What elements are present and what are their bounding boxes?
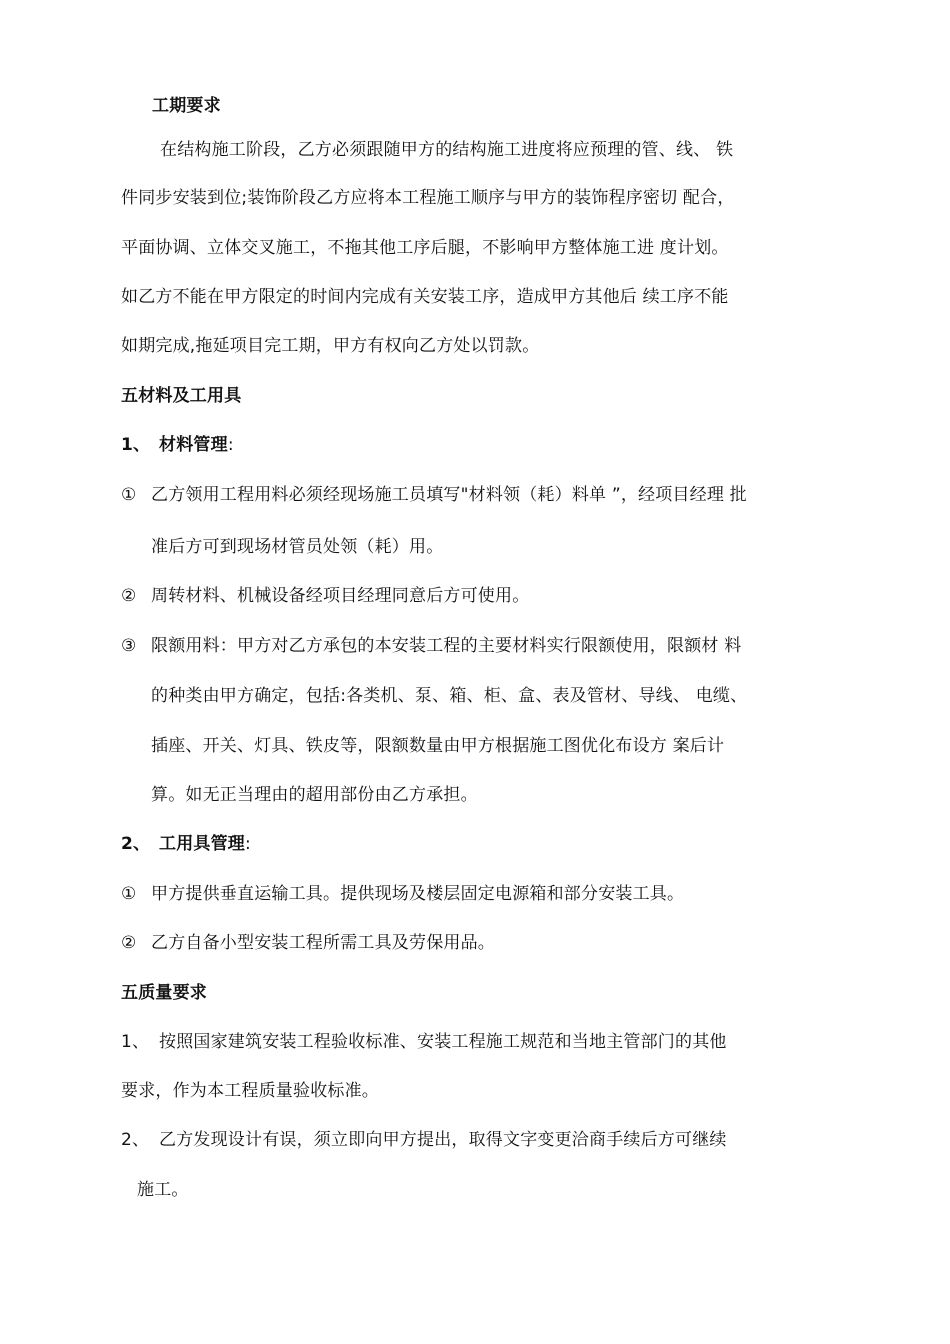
quality-item-1-number: 1、	[121, 1032, 150, 1052]
schedule-line-4: 如乙方不能在甲方限定的时间内完成有关安装工序，造成甲方其他后 续工序不能	[121, 287, 729, 307]
schedule-line-2: 件同步安装到位;装饰阶段乙方应将本工程施工顺序与甲方的装饰程序密切 配合，	[121, 188, 735, 208]
quality-item-2-line-1: 乙方发现设计有误，须立即向甲方提出，取得文字变更洽商手续后方可继续	[159, 1130, 727, 1150]
materials-heading: 五材料及工用具	[121, 386, 242, 406]
tool-item-2	[121, 931, 495, 955]
tools-mgmt-number: 2、	[121, 834, 151, 854]
circled-2: ②	[121, 933, 137, 953]
tools-mgmt-heading	[121, 832, 251, 856]
material-item-1	[121, 483, 747, 507]
material-item-3-line-1: 限额用料：甲方对乙方承包的本安装工程的主要材料实行限额使用，限额材 料	[151, 636, 742, 656]
tools-mgmt-title: 工用具管理	[159, 834, 245, 854]
materials-mgmt-title: 材料管理	[159, 435, 228, 455]
tool-item-1-text: 甲方提供垂直运输工具。提供现场及楼层固定电源箱和部分安装工具。	[151, 884, 685, 904]
quality-item-1	[121, 1030, 727, 1054]
quality-item-2-line-2: 施工。	[137, 1180, 189, 1200]
circled-1: ①	[121, 884, 137, 904]
circled-2: ②	[121, 586, 137, 606]
material-item-3-line-3: 插座、开关、灯具、铁皮等，限额数量由甲方根据施工图优化布设方 案后计	[151, 736, 725, 756]
quality-item-2-number: 2、	[121, 1130, 150, 1150]
quality-item-2	[121, 1128, 727, 1152]
quality-heading: 五质量要求	[121, 983, 207, 1003]
tool-item-1	[121, 882, 684, 906]
quality-item-1-line-2: 要求，作为本工程质量验收标准。	[121, 1081, 379, 1101]
quality-item-1-line-1: 按照国家建筑安装工程验收标准、安装工程施工规范和当地主管部门的其他	[159, 1032, 727, 1052]
tools-mgmt-colon: :	[245, 834, 251, 854]
schedule-line-5: 如期完成,拖延项目完工期，甲方有权向乙方处以罚款。	[121, 336, 540, 356]
material-item-3-line-2: 的种类由甲方确定，包括:各类机、泵、箱、柜、盒、表及管材、导线、 电缆、	[151, 686, 748, 706]
materials-mgmt-colon: :	[227, 435, 234, 455]
material-item-2	[121, 584, 529, 608]
circled-1: ①	[121, 485, 137, 505]
material-item-3	[121, 634, 741, 658]
materials-mgmt-heading	[121, 433, 234, 457]
materials-mgmt-number: 1、	[121, 435, 151, 455]
circled-3: ③	[121, 636, 137, 656]
schedule-line-1: 在结构施工阶段，乙方必须跟随甲方的结构施工进度将应预理的管、线、 铁	[160, 140, 734, 160]
schedule-heading: 工期要求	[152, 96, 221, 116]
material-item-2-text: 周转材料、机械设备经项目经理同意后方可使用。	[151, 586, 530, 606]
tool-item-2-text: 乙方自备小型安装工程所需工具及劳保用品。	[151, 933, 495, 953]
material-item-1-line-1: 乙方领用工程用料必须经现场施工员填写"材料领（耗）料单 ”，经项目经理 批	[151, 485, 747, 505]
material-item-3-line-4: 算。如无正当理由的超用部份由乙方承担。	[151, 785, 478, 805]
material-item-1-line-2: 准后方可到现场材管员处领（耗）用。	[151, 537, 444, 557]
schedule-line-3: 平面协调、立体交叉施工，不拖其他工序后腿，不影响甲方整体施工进 度计划。	[121, 238, 729, 258]
